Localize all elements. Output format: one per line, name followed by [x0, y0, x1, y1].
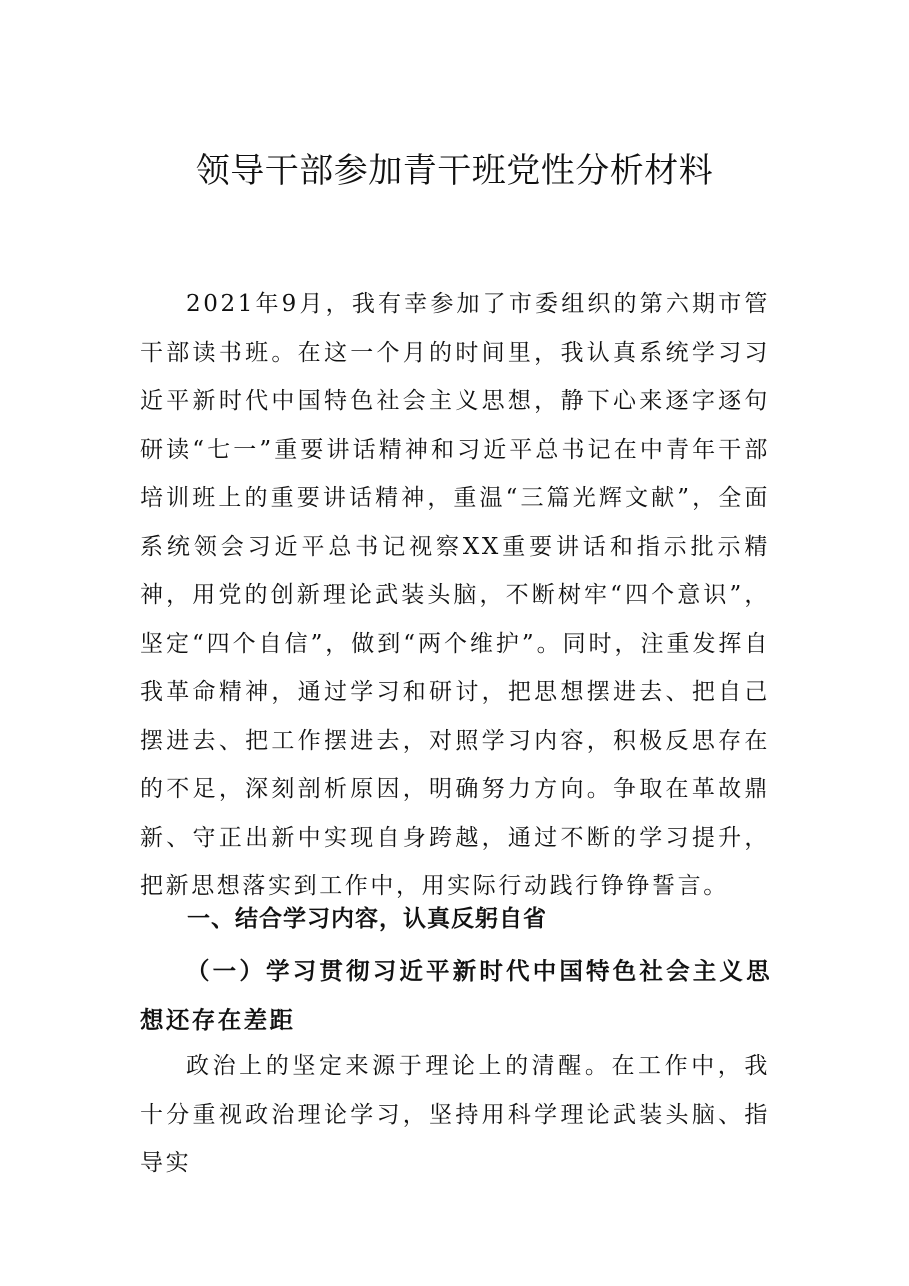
body-paragraph-intro: 2021年9月，我有幸参加了市委组织的第六期市管干部读书班。在这一个月的时间里，我认真系统学习习近平新时代中国特色社会主义思想，静下心来逐字逐句研读“七一”重要讲话精神和习近平总书记在中青年干部培训班上的重要讲话精神，重温“三篇光辉文献”，全面系统领会习近平总书记视察XX重要讲话和指示批示精神，用党的创新理论武装头脑，不断树牢“四个意识”，坚定“四个自信”，做到“两个维护”。同时，注重发挥自我革命精神，通过学习和研讨，把思想摆进去、把自己摆进去、把工作摆进去，对照学习内容，积极反思存在的不足，深刻剖析原因，明确努力方向。争取在革故鼎新、守正出新中实现自身跨越，通过不断的学习提升，把新思想落实到工作中，用实际行动践行铮铮誓言。	[140, 291, 770, 899]
section-heading-1: 一、结合学习内容，认真反躬自省	[187, 906, 547, 932]
document-title: 领导干部参加青干班党性分析材料	[195, 151, 714, 191]
subsection-heading-1: （一）学习贯彻习近平新时代中国特色社会主义思想还存在差距	[140, 957, 772, 1034]
body-paragraph-2: 政治上的坚定来源于理论上的清醒。在工作中，我十分重视政治理论学习，坚持用科学理论武装头脑、指导实	[140, 1053, 770, 1176]
